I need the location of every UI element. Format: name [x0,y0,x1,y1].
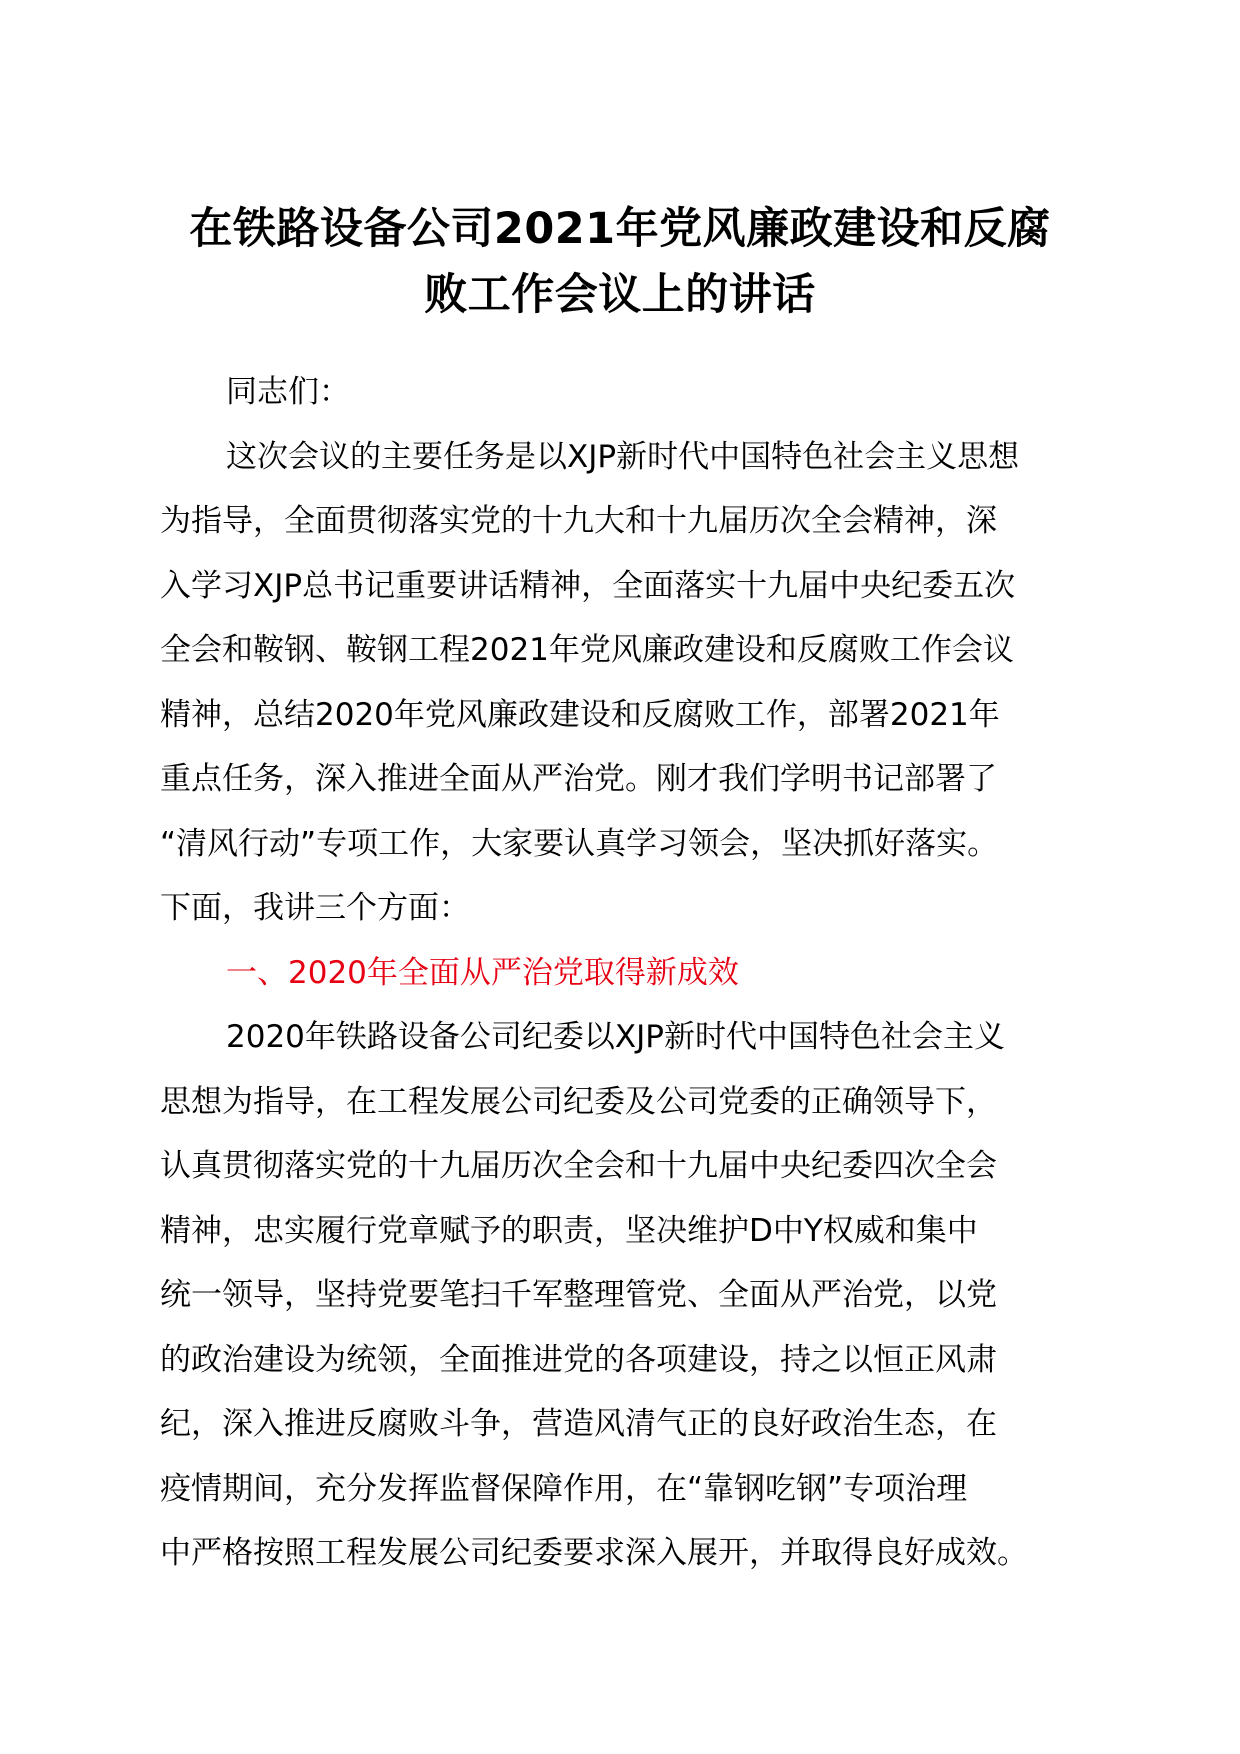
paragraph-2-line: 中严格按照工程发展公司纪委要求深入展开，并取得良好成效。 [160,1535,1028,1571]
paragraph-1-line: 这次会议的主要任务是以XJP新时代中国特色社会主义思想 [226,438,1020,475]
greeting [160,360,1100,425]
paragraph-2 [160,1005,1100,1586]
section-heading-1-text: 一、2020年全面从严治党取得新成效 [226,954,739,991]
greeting-text: 同志们： [226,374,350,410]
title-line-1: 在铁路设备公司2021年党风廉政建设和反腐 [189,204,1051,254]
section-heading-1 [160,941,1100,1006]
paragraph-2-line: 纪，深入推进反腐败斗争，营造风清气正的良好政治生态，在 [160,1406,997,1442]
paragraph-2-line: 统一领导，坚持党要笔扫千军整理管党、全面从严治党，以党 [160,1277,997,1313]
document-title [140,196,1100,328]
paragraph-1 [160,425,1100,941]
paragraph-2-line: 精神，忠实履行党章赋予的职责，坚决维护D中Y权威和集中 [160,1212,978,1249]
paragraph-1-line: 精神，总结2020年党风廉政建设和反腐败工作，部署2021年 [160,696,1000,733]
paragraph-2-line: 2020年铁路设备公司纪委以XJP新时代中国特色社会主义 [226,1019,1005,1055]
paragraph-2-line: 思想为指导，在工程发展公司纪委及公司党委的正确领导下， [160,1083,997,1120]
paragraph-2-line: 疫情期间，充分发挥监督保障作用，在“靠钢吃钢”专项治理 [160,1470,968,1507]
title-line-2: 败工作会议上的讲话 [424,270,816,320]
paragraph-1-line: 下面，我讲三个方面： [160,890,470,926]
paragraph-1-line: “清风行动”专项工作，大家要认真学习领会，坚决抓好落实。 [160,825,999,862]
paragraph-1-line: 入学习XJP总书记重要讲话精神，全面落实十九届中央纪委五次 [160,567,1016,604]
paragraph-1-line: 全会和鞍钢、鞍钢工程2021年党风廉政建设和反腐败工作会议 [160,632,1014,668]
paragraph-2-line: 的政治建设为统领，全面推进党的各项建设，持之以恒正风肃 [160,1341,997,1378]
paragraph-2-line: 认真贯彻落实党的十九届历次全会和十九届中央纪委四次全会 [160,1148,997,1184]
document-body [160,360,1100,1586]
paragraph-1-line: 为指导，全面贯彻落实党的十九大和十九届历次全会精神，深 [160,503,997,539]
paragraph-1-line: 重点任务，深入推进全面从严治党。刚才我们学明书记部署了 [160,761,997,797]
